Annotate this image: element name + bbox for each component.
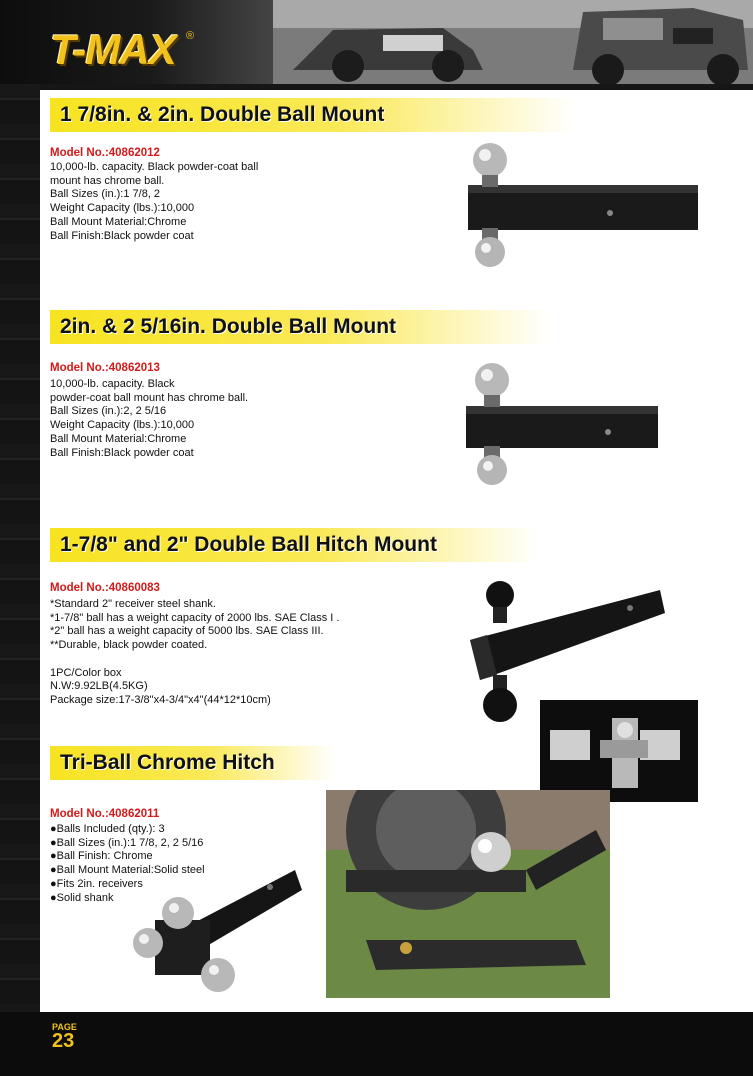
tri-ball-installed-photo — [326, 790, 610, 998]
tri-ball-hitch-image — [130, 865, 310, 995]
model-number-3: Model No.:40860083 — [50, 582, 160, 594]
description-2: 10,000-lb. capacity. Black powder-coat ball mount has chrome ball. Ball Sizes (in.):2, 2 5/16 Weight Capacity (lbs.):10,000 Ball Mount Material:Chrome Ball Finish:Black powder coat — [50, 378, 249, 459]
section-title-2: 2in. & 2 5/16in. Double Ball Mount — [50, 310, 550, 344]
page-number: 23 — [52, 1030, 75, 1052]
model-number-2: Model No.:40862013 — [50, 362, 160, 374]
model-number-4: Model No.:40862011 — [50, 808, 160, 820]
description-4: ●Balls Included (qty.): 3 ●Ball Sizes (in.):1 7/8, 2, 2 5/16 ●Ball Finish: Chrome ●Ball Mount Material:Solid steel ●Fits 2in. receivers ●Solid shank — [50, 823, 205, 904]
content-panel — [40, 90, 753, 1012]
registered-mark: ® — [186, 30, 195, 42]
side-texture — [0, 84, 40, 1012]
page-label: PAGE — [52, 1022, 77, 1032]
description-1: 10,000-lb. capacity. Black powder-coat ball mount has chrome ball. Ball Sizes (in.):1 7/8, 2 Weight Capacity (lbs.):10,000 Ball Mount Material:Chrome Ball Finish:Black powder coat — [50, 161, 259, 242]
section-title-3: 1-7/8" and 2" Double Ball Hitch Mount — [50, 528, 540, 562]
section-title-1: 1 7/8in. & 2in. Double Ball Mount — [50, 98, 575, 132]
description-3: *Standard 2" receiver steel shank. *1-7/8" ball has a weight capacity of 2000 lbs. SAE Class I . *2" ball has a weight capacity of 5000 lbs. SAE Class III. **Durable, black powder coated. 1PC/Color box N.W:9.92LB(4.5KG) Package size:17-3/8"x4-3/4"x4"(44*12*10cm) — [50, 598, 340, 706]
section-title-4: Tri-Ball Chrome Hitch — [50, 746, 335, 780]
header-jeep-photo — [273, 0, 753, 84]
double-ball-mount-image-2 — [460, 358, 710, 488]
page-footer — [0, 1012, 753, 1076]
double-ball-mount-image-1 — [460, 140, 710, 270]
brand-logo: T-MAX — [50, 26, 176, 73]
model-number-1: Model No.:40862012 — [50, 147, 160, 159]
hitch-mount-installed-photo — [540, 700, 698, 802]
